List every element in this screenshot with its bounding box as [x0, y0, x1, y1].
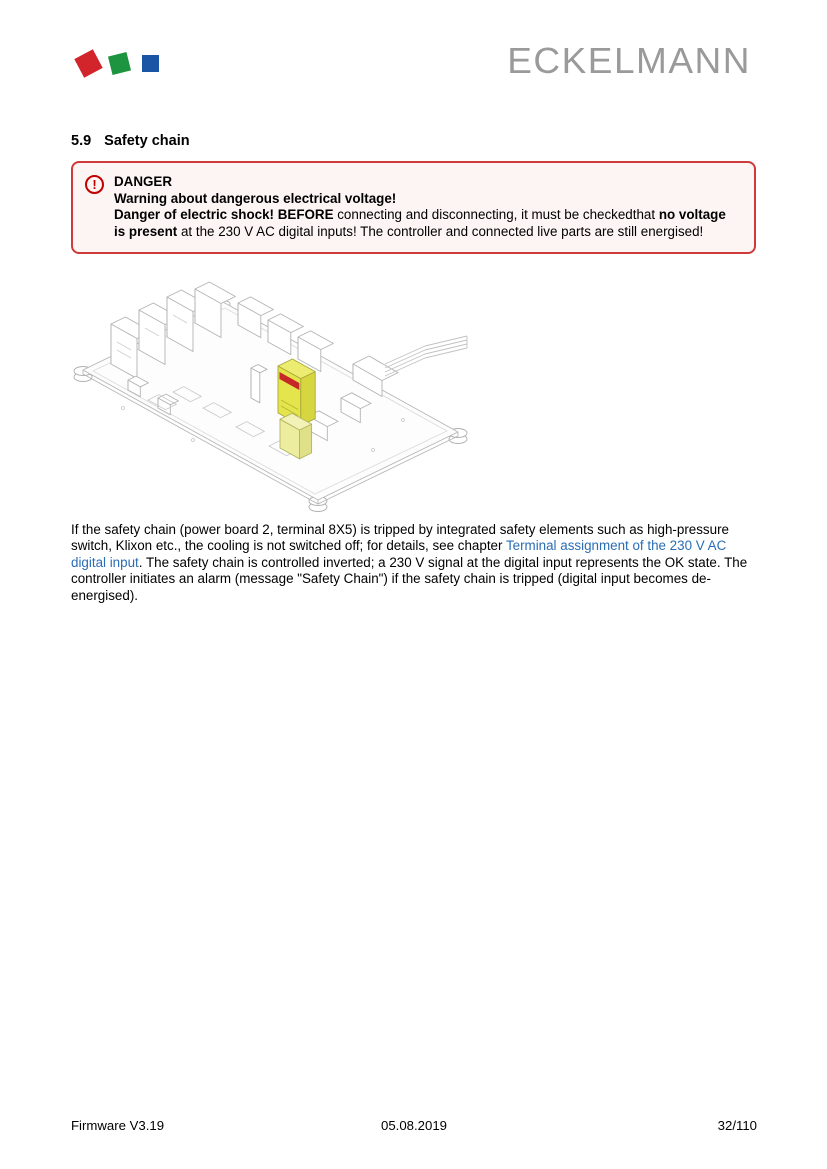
- footer-firmware-version: Firmware V3.19: [71, 1118, 165, 1133]
- body-text-after-link: . The safety chain is controlled inverted; a 230 V signal at the digital input represents the OK state. The controller initiates an alarm (message "Safety Chain") if the safety chain is tripped (digital input becomes de-energised).: [71, 554, 748, 603]
- logo-red-square-icon: [74, 49, 102, 77]
- section-number: 5.9: [71, 133, 92, 149]
- danger-body-text-1: connecting and disconnecting, it must be checkedthat: [333, 207, 659, 223]
- footer-date: 05.08.2019: [381, 1118, 448, 1133]
- danger-content: [114, 174, 740, 240]
- danger-title: DANGER: [114, 174, 173, 189]
- danger-icon-glyph: !: [92, 177, 97, 192]
- body-text-before-link: If the safety chain (power board 2, terminal 8X5) is tripped by integrated safety elements such as high-pressure switch, Klixon etc., the cooling is not switched off; for details, see chapter: [71, 522, 729, 554]
- power-board-illustration: [73, 280, 473, 520]
- danger-admonition: [71, 161, 756, 254]
- terminal-assignment-link[interactable]: Terminal assignment of the 230 V AC digital input: [71, 538, 727, 570]
- body-paragraph: [71, 522, 759, 604]
- logo-blue-square-icon: [142, 55, 159, 72]
- danger-body-bold-1: Danger of electric shock! BEFORE: [114, 207, 334, 223]
- danger-body-text-2: at the 230 V AC digital inputs! The controller and connected live parts are still energised!: [177, 223, 704, 239]
- danger-body: [114, 207, 740, 240]
- footer-page-number: 32/110: [717, 1118, 758, 1133]
- danger-subtitle: Warning about dangerous electrical voltage!: [114, 190, 397, 206]
- danger-warning-icon: [85, 175, 104, 194]
- section-heading: [71, 133, 190, 149]
- power-board-figure: [73, 280, 473, 520]
- section-title: Safety chain: [104, 133, 190, 149]
- page-footer: [71, 1118, 757, 1133]
- eckelmann-logo: [76, 46, 176, 80]
- danger-body-bold-2: no voltage is present: [114, 207, 726, 239]
- logo-green-square-icon: [108, 52, 131, 75]
- brand-wordmark: ECKELMANN: [507, 40, 751, 81]
